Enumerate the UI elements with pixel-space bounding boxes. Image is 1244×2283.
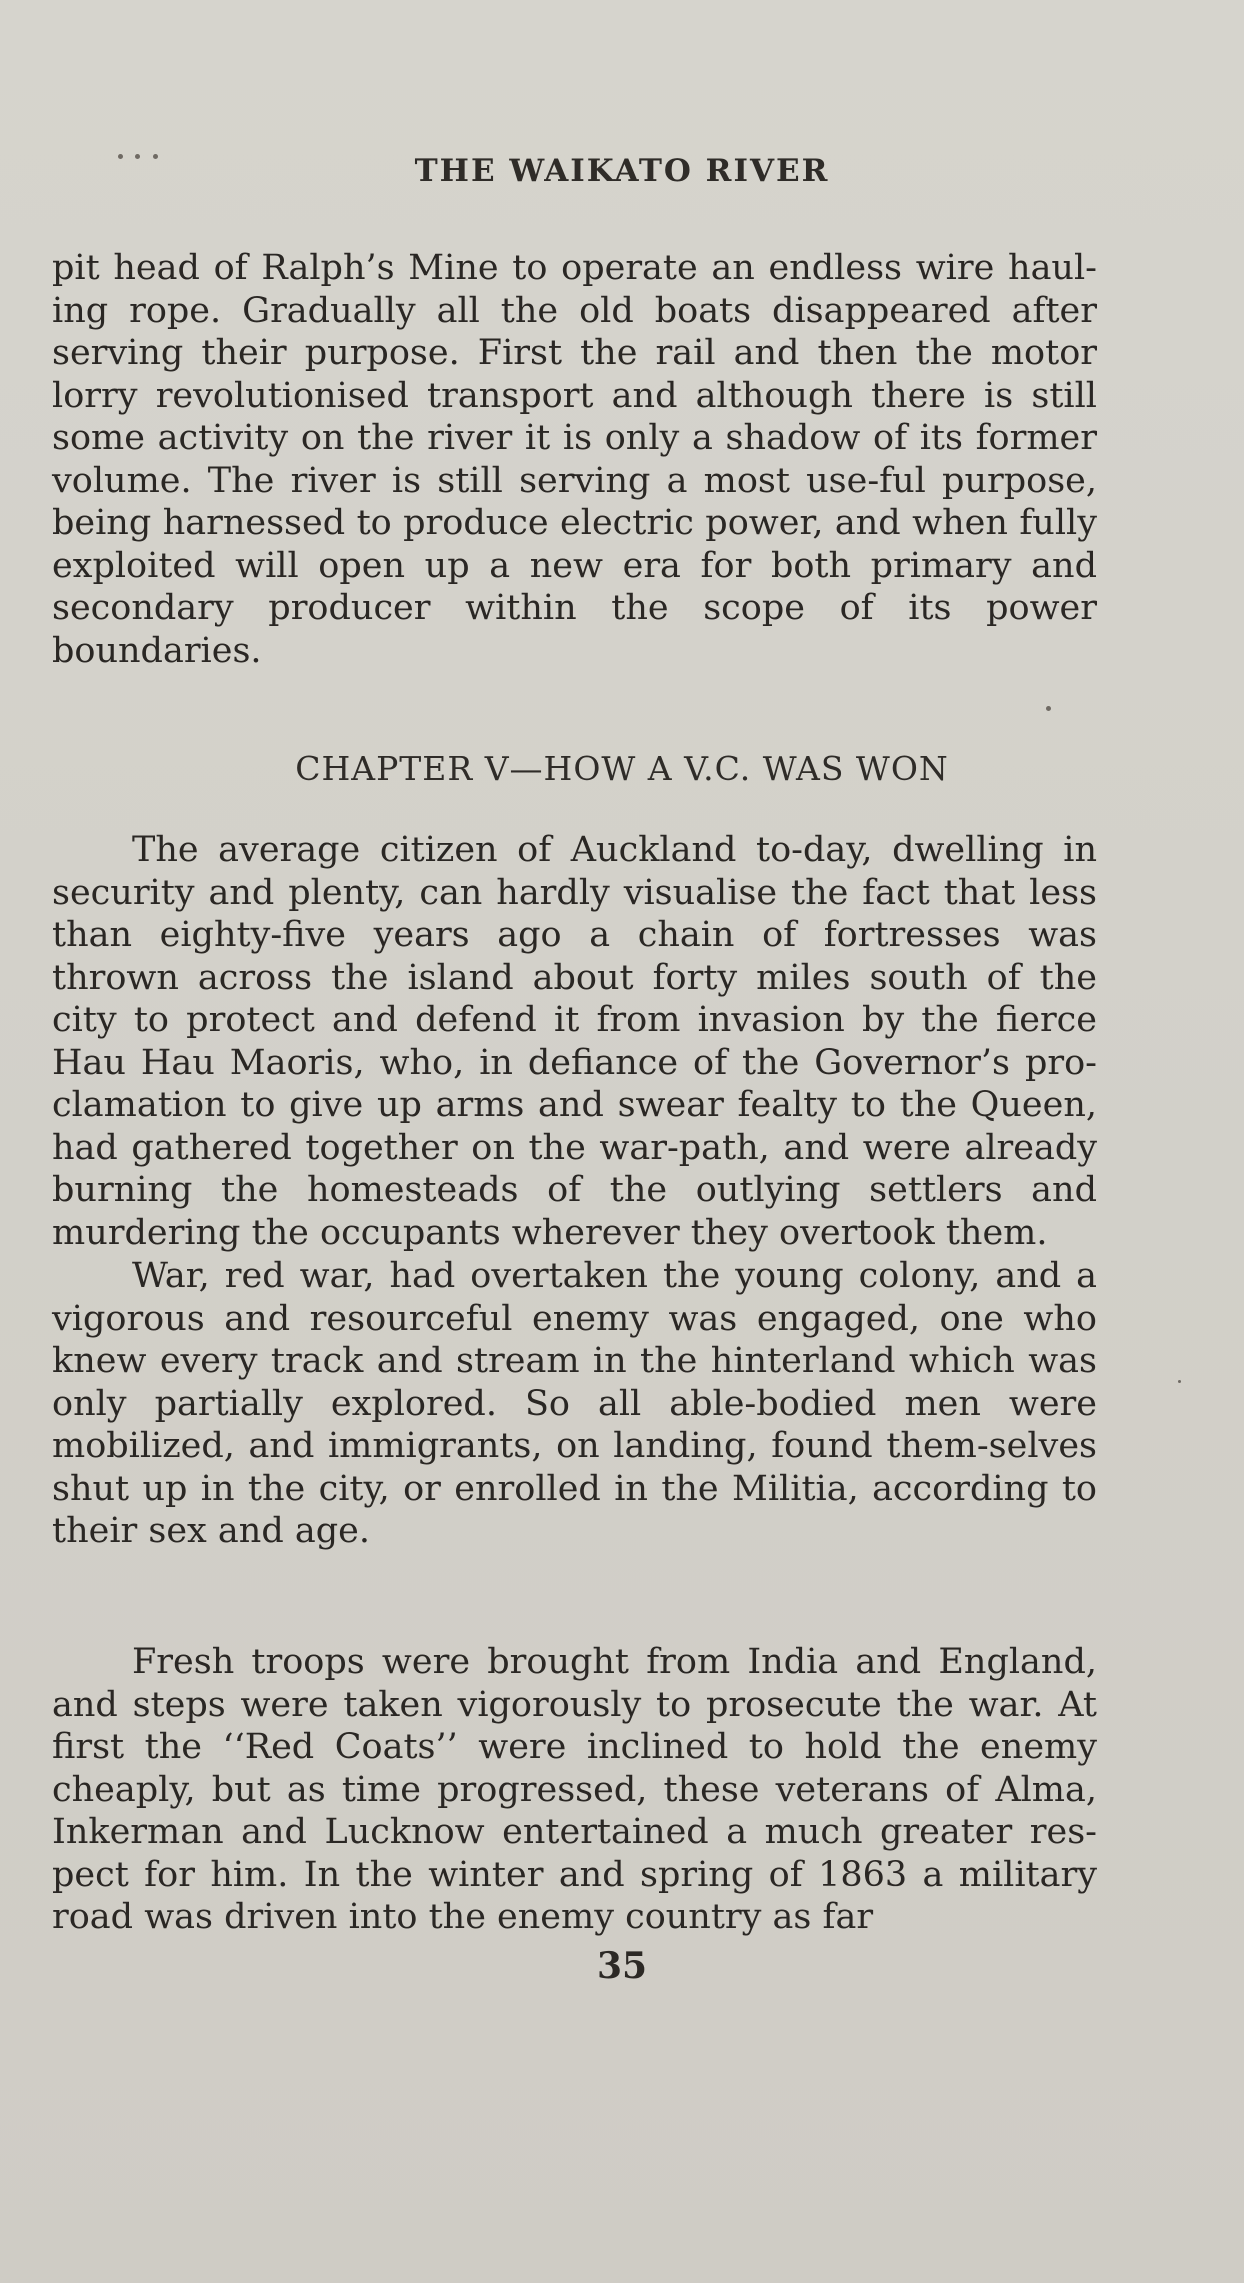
paragraph: War, red war, had overtaken the young colony, and a vigorous and resourceful enemy was engaged, one who knew every track and stream in the hinterland which was only partially explored. So all able-bodied men were mobilized, and immigrants, on landing, found them-selves shut up in the city, or enrolled in the Militia, according to their sex and age.	[52, 1256, 1097, 1551]
paragraph-continued: pit head of Ralph’s Mine to operate an endless wire haul-ing rope. Gradually all the old boats disappeared after serving their purpose. First the rail and then the motor lorry revolutionised transport and although there is still some activity on the river it is only a shadow of its former volume. The river is still serving a most use-ful purpose, being harnessed to produce electric power, and when fully exploited will open up a new era for both primary and secondary producer within the scope of its power boundaries.	[52, 248, 1097, 671]
paper-speck	[1178, 1380, 1181, 1383]
page-number: 35	[596, 1945, 648, 1987]
paragraph: The average citizen of Auckland to-day, dwelling in security and plenty, can hardly visualise the fact that less than eighty-five years ago a chain of fortresses was thrown across the island about forty miles south of the city to protect and defend it from invasion by the fierce Hau Hau Maoris, who, in defiance of the Governor’s pro-clamation to give up arms and swear fealty to the Queen, had gathered together on the war-path, and were already burning the homesteads of the outlying settlers and murdering the occupants wherever they overtook them.	[52, 830, 1097, 1253]
running-head: THE WAIKATO RIVER	[414, 153, 830, 189]
chapter-heading: CHAPTER V—HOW A V.C. WAS WON	[295, 749, 949, 788]
paper-speck	[1046, 706, 1051, 711]
paragraph: Fresh troops were brought from India and England, and steps were taken vigorously to prosecute the war. At first the ‘‘Red Coats’’ were inclined to hold the enemy cheaply, but as time progressed, these veterans of Alma, Inkerman and Lucknow entertained a much greater res-pect for him. In the winter and spring of 1863 a military road was driven into the enemy country as far	[52, 1642, 1097, 1937]
